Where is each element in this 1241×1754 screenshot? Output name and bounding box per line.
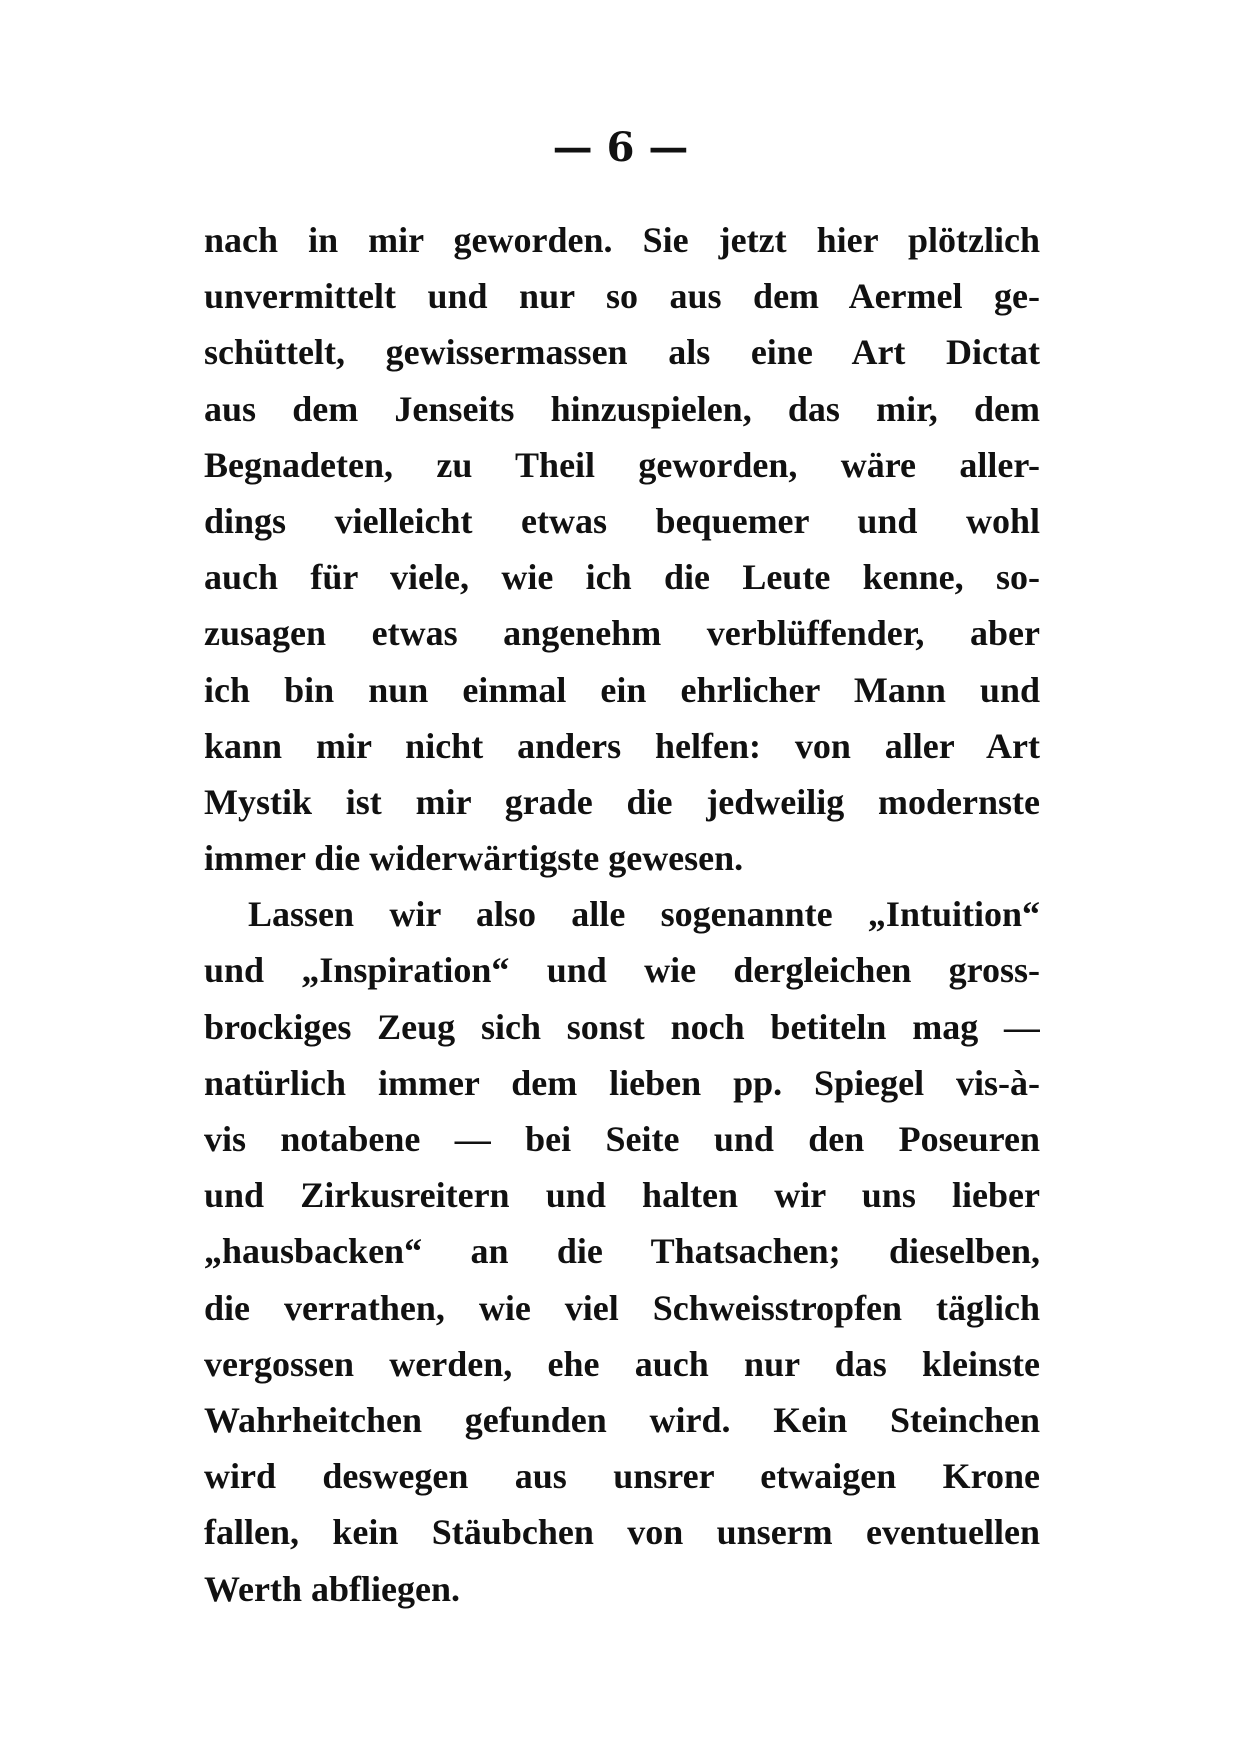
text-line: fallen, kein Stäubchen von unserm eventuellen (204, 1512, 1040, 1553)
page-number: — 6 — (552, 124, 689, 171)
text-line: Mystik ist mir grade die jedweilig modernste (204, 781, 1040, 822)
text-line: schüttelt, gewissermassen als eine Art Dictat (204, 332, 1040, 373)
text-line: Begnadeten, zu Theil geworden, wäre aller- (204, 444, 1040, 485)
text-line: brockiges Zeug sich sonst noch betiteln mag — (204, 1006, 1040, 1047)
body-text (204, 212, 1040, 1617)
paragraph-1 (204, 212, 1040, 886)
text-line: und „Inspiration“ und wie dergleichen gross- (204, 950, 1040, 991)
text-line: „hausbacken“ an die Thatsachen; dieselben, (204, 1231, 1040, 1272)
text-line: nach in mir geworden. Sie jetzt hier plötzlich (204, 220, 1040, 260)
text-line: wird deswegen aus unsrer etwaigen Krone (204, 1456, 1040, 1497)
text-line: vergossen werden, ehe auch nur das kleinste (204, 1343, 1040, 1384)
text-line: immer die widerwärtigste gewesen. (204, 838, 744, 879)
text-line: und Zirkusreitern und halten wir uns lieber (204, 1175, 1040, 1216)
text-line: Werth abfliegen. (204, 1568, 460, 1609)
text-line: zusagen etwas angenehm verblüffender, aber (204, 613, 1040, 654)
text-line: auch für viele, wie ich die Leute kenne, so- (204, 557, 1040, 598)
paragraph-2 (204, 886, 1040, 1616)
text-line: kann mir nicht anders helfen: von aller Art (204, 725, 1040, 766)
text-line: Wahrheitchen gefunden wird. Kein Steinchen (204, 1399, 1040, 1440)
text-line: aus dem Jenseits hinzuspielen, das mir, dem (204, 388, 1040, 429)
text-line: die verrathen, wie viel Schweisstropfen täglich (204, 1287, 1040, 1328)
text-line: Lassen wir also alle sogenannte „Intuition“ (248, 894, 1040, 935)
text-line: ich bin nun einmal ein ehrlicher Mann und (204, 669, 1040, 710)
text-line: vis notabene — bei Seite und den Poseuren (204, 1119, 1040, 1159)
text-line: unvermittelt und nur so aus dem Aermel ge- (204, 276, 1040, 317)
text-line: dings vielleicht etwas bequemer und wohl (204, 500, 1040, 541)
text-line: natürlich immer dem lieben pp. Spiegel vis-à- (204, 1062, 1040, 1103)
